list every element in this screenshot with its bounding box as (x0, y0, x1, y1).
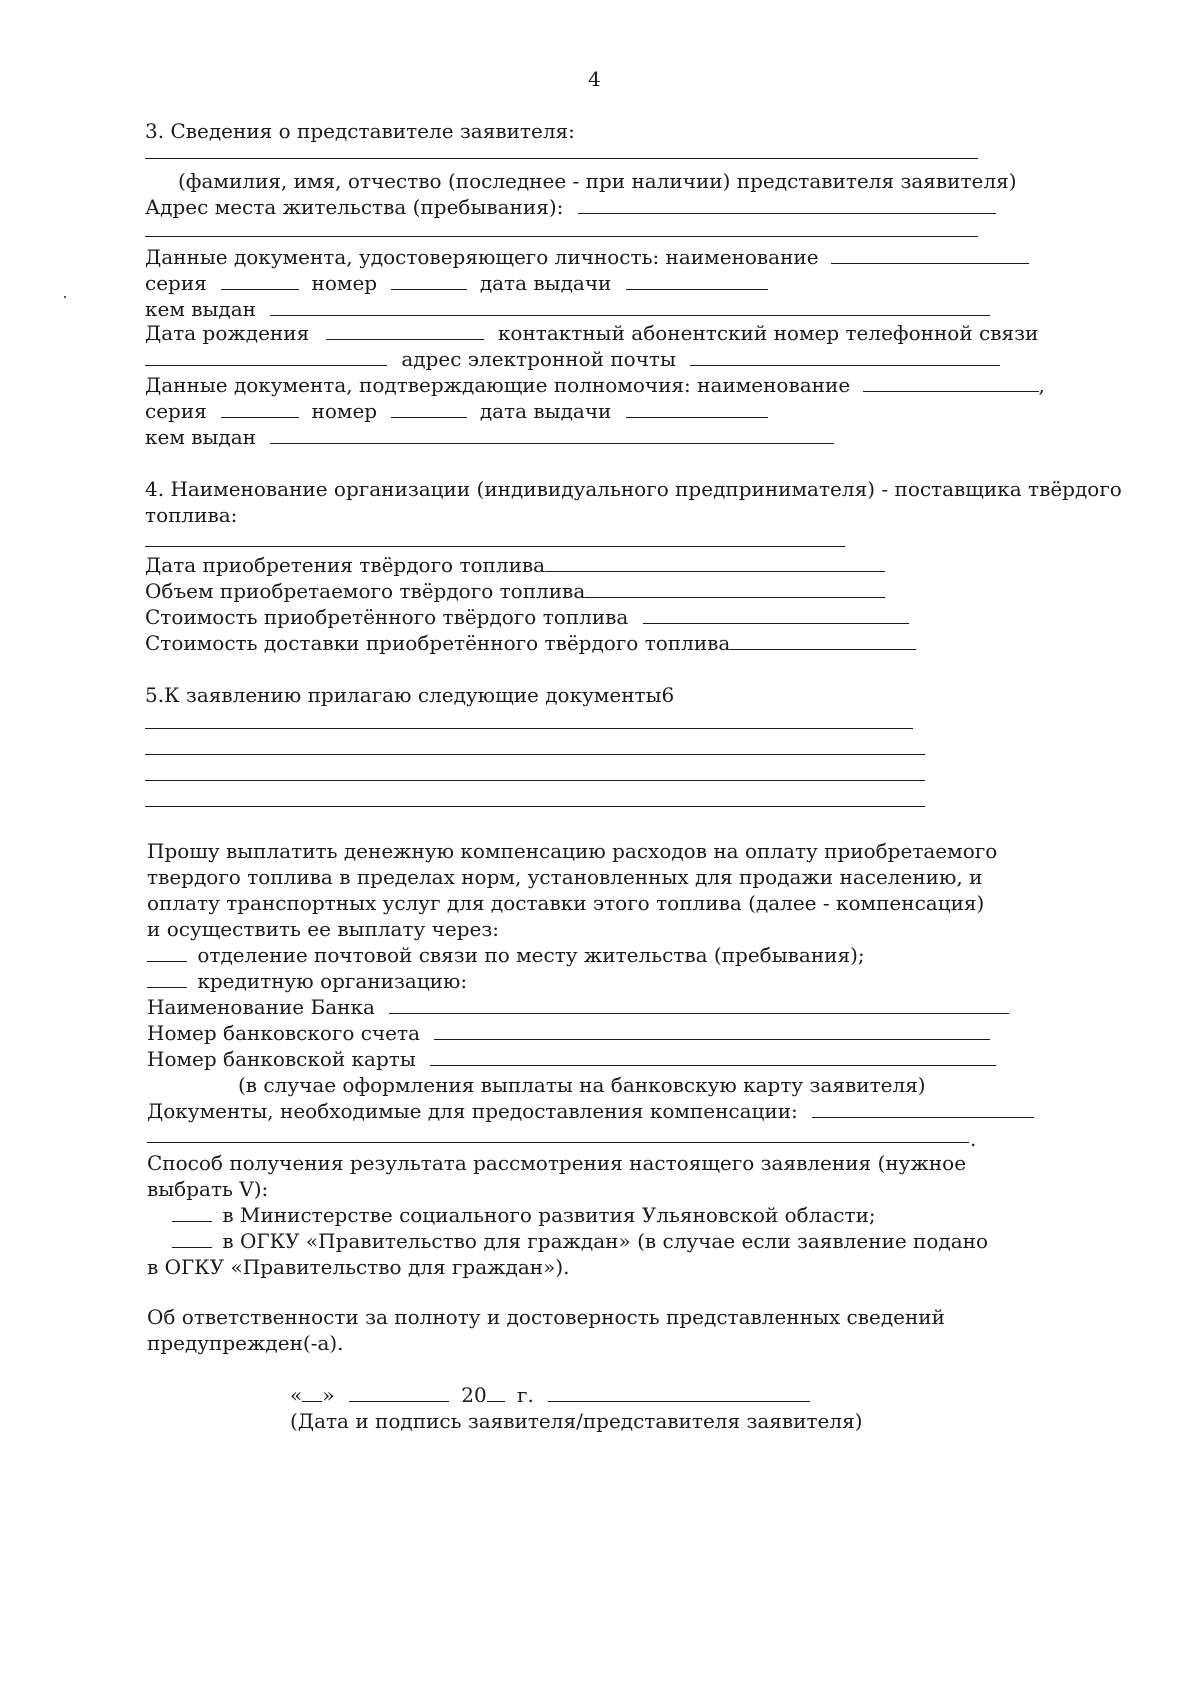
sig-year-suffix: г. (517, 1383, 534, 1407)
number2-blank[interactable] (391, 399, 467, 418)
card-note: (в случае оформления выплаты на банковскую карту заявителя) (238, 1073, 926, 1097)
page-number: 4 (588, 67, 601, 91)
section3-title: 3. Сведения о представителе заявителя: (145, 119, 575, 143)
sig-day-blank[interactable] (302, 1383, 322, 1402)
volume-row (145, 578, 885, 604)
purchase-date-label: Дата приобретения твёрдого топлива (145, 553, 546, 577)
phone-label: контактный абонентский номер телефонной связи (497, 321, 1039, 345)
attached-docs-line-4[interactable] (145, 806, 925, 807)
option-ogku-row (172, 1228, 988, 1254)
auth-doc-row (145, 372, 1045, 398)
email-label: адрес электронной почты (401, 347, 676, 371)
delivery-cost-row (145, 630, 916, 656)
option-ogku-label-1: в ОГКУ «Правительство для граждан» (в случае если заявление подано (222, 1229, 989, 1253)
cost-label: Стоимость приобретённого твёрдого топлива (145, 605, 629, 629)
option-post-label: отделение почтовой связи по месту жительства (пребывания); (197, 943, 865, 967)
auth-series-row (145, 398, 768, 424)
option-ministry-row (172, 1202, 876, 1228)
option-credit-checkbox[interactable] (147, 969, 187, 988)
responsibility-line-1: Об ответственности за полноту и достоверность представленных сведений (147, 1305, 945, 1329)
option-ministry-checkbox[interactable] (172, 1203, 212, 1222)
id-series-row (145, 270, 768, 296)
auth-doc-name-blank[interactable] (863, 373, 1039, 392)
card-row (147, 1046, 996, 1072)
issue-date-blank[interactable] (626, 271, 768, 290)
request-line-1: Прошу выплатить денежную компенсацию расходов на оплату приобретаемого (147, 839, 998, 863)
issue-date-label: дата выдачи (479, 271, 612, 295)
card-blank[interactable] (430, 1047, 996, 1066)
issued-by-row (145, 296, 990, 322)
issued-by2-label: кем выдан (145, 425, 256, 449)
id-doc-label: Данные документа, удостоверяющего личность: наименование (145, 245, 819, 269)
bank-name-row (147, 994, 1009, 1020)
number-blank[interactable] (391, 271, 467, 290)
fio-caption: (фамилия, имя, отчество (последнее - при наличии) представителя заявителя) (178, 169, 1017, 193)
attached-docs-line-3[interactable] (145, 780, 925, 781)
issued-by2-row (145, 424, 834, 450)
sig-open-quote: « (290, 1383, 303, 1407)
result-line-2: выбрать V): (147, 1177, 269, 1201)
sig-close-quote: » (322, 1383, 335, 1407)
series2-label: серия (145, 399, 207, 423)
number-label: номер (311, 271, 378, 295)
request-line-4: и осуществить ее выплату через: (147, 917, 499, 941)
docs-blank-2[interactable] (147, 1142, 969, 1143)
issued-by-blank[interactable] (270, 297, 990, 316)
request-line-2: твердого топлива в пределах норм, установленных для продажи населению, и (147, 865, 983, 889)
birth-date-blank[interactable] (326, 321, 484, 340)
number2-label: номер (311, 399, 378, 423)
option-ogku-checkbox[interactable] (172, 1229, 212, 1248)
series-label: серия (145, 271, 207, 295)
option-post-checkbox[interactable] (147, 943, 187, 962)
option-credit-label: кредитную организацию: (197, 969, 468, 993)
section4-title-line1: 4. Наименование организации (индивидуального предпринимателя) - поставщика твёрдого (145, 477, 1122, 501)
issued-by2-blank[interactable] (270, 425, 834, 444)
issue-date2-label: дата выдачи (479, 399, 612, 423)
issued-by-label: кем выдан (145, 297, 256, 321)
address-blank-2[interactable] (145, 236, 978, 237)
email-blank[interactable] (690, 347, 1000, 366)
option-ogku-line-2: в ОГКУ «Правительство для граждан»). (147, 1255, 570, 1279)
responsibility-line-2: предупрежден(-а). (147, 1331, 344, 1355)
signature-caption: (Дата и подпись заявителя/представителя заявителя) (290, 1409, 863, 1433)
delivery-cost-blank[interactable] (730, 631, 916, 650)
cost-blank[interactable] (643, 605, 909, 624)
sig-signature-blank[interactable] (548, 1383, 810, 1402)
series-blank[interactable] (221, 271, 299, 290)
account-label: Номер банковского счета (147, 1021, 420, 1045)
phone-blank[interactable] (145, 347, 387, 366)
sig-month-blank[interactable] (349, 1383, 449, 1402)
attached-docs-line-1[interactable] (145, 728, 913, 729)
volume-blank[interactable] (585, 579, 885, 598)
volume-label: Объем приобретаемого твёрдого топлива (145, 579, 586, 603)
sig-year-blank[interactable] (487, 1383, 505, 1402)
docs-row (147, 1098, 1034, 1124)
signature-row (290, 1382, 810, 1408)
bank-name-blank[interactable] (389, 995, 1009, 1014)
address-row (145, 194, 996, 220)
attached-docs-line-2[interactable] (145, 754, 925, 755)
account-row (147, 1020, 990, 1046)
docs-blank[interactable] (812, 1099, 1034, 1118)
option-credit-row (147, 968, 467, 994)
option-ministry-label: в Министерстве социального развития Ульяновской области; (222, 1203, 876, 1227)
phone-email-row (145, 346, 1000, 372)
purchase-date-blank[interactable] (545, 553, 885, 572)
series2-blank[interactable] (221, 399, 299, 418)
birth-date-label: Дата рождения (145, 321, 310, 345)
auth-doc-comma: , (1038, 373, 1045, 397)
purchase-date-row (145, 552, 885, 578)
id-doc-name-blank[interactable] (831, 245, 1029, 264)
fio-blank[interactable] (145, 158, 978, 159)
sig-year-prefix: 20 (461, 1383, 487, 1407)
card-label: Номер банковской карты (147, 1047, 416, 1071)
bank-name-label: Наименование Банка (147, 995, 375, 1019)
account-blank[interactable] (434, 1021, 990, 1040)
cost-row (145, 604, 909, 630)
section4-title-line2: топлива: (145, 503, 238, 527)
auth-doc-label: Данные документа, подтверждающие полномочия: наименование (145, 373, 851, 397)
docs-label: Документы, необходимые для предоставления компенсации: (147, 1099, 798, 1123)
issue-date2-blank[interactable] (626, 399, 768, 418)
supplier-name-blank[interactable] (145, 546, 845, 547)
address-blank[interactable] (578, 195, 996, 214)
birth-phone-row (145, 320, 1038, 346)
section5-title: 5.К заявлению прилагаю следующие документы6 (145, 683, 675, 707)
address-label: Адрес места жительства (пребывания): (145, 195, 564, 219)
scan-speck (64, 296, 66, 298)
delivery-cost-label: Стоимость доставки приобретённого твёрдого топлива (145, 631, 731, 655)
result-line-1: Способ получения результата рассмотрения настоящего заявления (нужное (147, 1151, 967, 1175)
docs-end: . (970, 1127, 977, 1151)
id-doc-row (145, 244, 1029, 270)
request-line-3: оплату транспортных услуг для доставки этого топлива (далее - компенсация) (147, 891, 985, 915)
option-post-row (147, 942, 865, 968)
